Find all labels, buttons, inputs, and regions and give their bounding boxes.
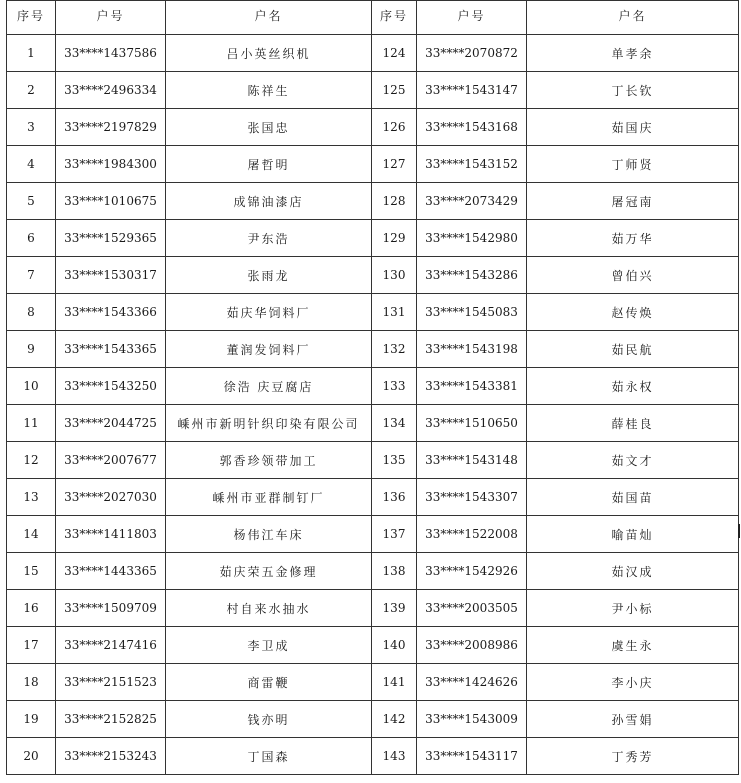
seq-right-cell: 141 [372,664,417,701]
hu-no-right-cell: 33****1543147 [417,72,527,109]
seq-left-cell: 11 [7,405,56,442]
table-row [7,627,739,664]
hu-name-left-cell: 成锦油漆店 [166,183,372,220]
table-row [7,590,739,627]
hu-name-right-cell: 丁师贤 [527,146,739,183]
hu-no-right-cell: 33****1542980 [417,220,527,257]
seq-right-cell: 133 [372,368,417,405]
page-edge-mark [738,524,740,538]
hu-name-left-cell: 茹庆荣五金修理 [166,553,372,590]
hu-name-left-cell: 李卫成 [166,627,372,664]
hu-no-left-cell: 33****2027030 [56,479,166,516]
seq-right-cell: 142 [372,701,417,738]
seq-right-cell: 136 [372,479,417,516]
seq-right-cell: 125 [372,72,417,109]
seq-left-cell: 7 [7,257,56,294]
hu-no-left-cell: 33****1543366 [56,294,166,331]
hu-name-right-cell: 曾伯兴 [527,257,739,294]
hu-name-right-cell: 茹汉成 [527,553,739,590]
hu-name-left-cell: 徐浩 庆豆腐店 [166,368,372,405]
hu-name-right-cell: 茹文才 [527,442,739,479]
seq-right-cell: 128 [372,183,417,220]
hu-name-right-cell: 薛桂良 [527,405,739,442]
seq-right-cell: 124 [372,35,417,72]
table-row [7,738,739,775]
header-hu-no-left: 户号 [56,1,166,35]
seq-left-cell: 9 [7,331,56,368]
table-row [7,442,739,479]
hu-no-right-cell: 33****1543198 [417,331,527,368]
hu-name-left-cell: 尹东浩 [166,220,372,257]
hu-name-right-cell: 茹国苗 [527,479,739,516]
table-row [7,72,739,109]
seq-right-cell: 134 [372,405,417,442]
table-row [7,368,739,405]
hu-name-right-cell: 喻苗灿 [527,516,739,553]
table-row [7,405,739,442]
table-row [7,220,739,257]
hu-no-right-cell: 33****1545083 [417,294,527,331]
seq-right-cell: 139 [372,590,417,627]
seq-right-cell: 131 [372,294,417,331]
hu-name-left-cell: 董润发饲料厂 [166,331,372,368]
hu-name-right-cell: 虞生永 [527,627,739,664]
hu-no-left-cell: 33****2197829 [56,109,166,146]
seq-left-cell: 13 [7,479,56,516]
seq-left-cell: 3 [7,109,56,146]
hu-name-left-cell: 张国忠 [166,109,372,146]
hu-name-right-cell: 赵传焕 [527,294,739,331]
hu-no-right-cell: 33****1542926 [417,553,527,590]
hu-no-right-cell: 33****1543168 [417,109,527,146]
seq-right-cell: 132 [372,331,417,368]
seq-left-cell: 2 [7,72,56,109]
header-seq-right: 序号 [372,1,417,35]
hu-no-left-cell: 33****1529365 [56,220,166,257]
header-hu-name-left: 户名 [166,1,372,35]
table-row [7,294,739,331]
seq-left-cell: 19 [7,701,56,738]
hu-name-right-cell: 屠冠南 [527,183,739,220]
seq-left-cell: 10 [7,368,56,405]
hu-no-right-cell: 33****1543148 [417,442,527,479]
hu-no-right-cell: 33****2070872 [417,35,527,72]
seq-left-cell: 4 [7,146,56,183]
seq-left-cell: 18 [7,664,56,701]
hu-name-right-cell: 尹小标 [527,590,739,627]
hu-name-right-cell: 茹国庆 [527,109,739,146]
hu-no-left-cell: 33****1530317 [56,257,166,294]
table-row [7,146,739,183]
hu-no-left-cell: 33****2147416 [56,627,166,664]
hu-name-left-cell: 茹庆华饲料厂 [166,294,372,331]
seq-left-cell: 6 [7,220,56,257]
table-row [7,109,739,146]
hu-no-right-cell: 33****1543009 [417,701,527,738]
hu-no-left-cell: 33****2044725 [56,405,166,442]
seq-right-cell: 140 [372,627,417,664]
hu-no-right-cell: 33****1510650 [417,405,527,442]
hu-name-left-cell: 嵊州市亚群制钉厂 [166,479,372,516]
table-row [7,516,739,553]
header-seq-left: 序号 [7,1,56,35]
hu-name-left-cell: 吕小英丝织机 [166,35,372,72]
seq-right-cell: 126 [372,109,417,146]
hu-no-right-cell: 33****1424626 [417,664,527,701]
hu-name-left-cell: 张雨龙 [166,257,372,294]
table-row [7,257,739,294]
hu-no-left-cell: 33****1010675 [56,183,166,220]
hu-no-left-cell: 33****2496334 [56,72,166,109]
hu-name-left-cell: 商雷鞭 [166,664,372,701]
hu-name-right-cell: 单孝余 [527,35,739,72]
hu-name-right-cell: 茹民航 [527,331,739,368]
hu-no-left-cell: 33****1411803 [56,516,166,553]
seq-right-cell: 137 [372,516,417,553]
table-row [7,35,739,72]
table-row [7,701,739,738]
hu-name-left-cell: 钱亦明 [166,701,372,738]
hu-no-right-cell: 33****1543286 [417,257,527,294]
header-hu-name-right: 户名 [527,1,739,35]
hu-name-right-cell: 丁长钦 [527,72,739,109]
seq-right-cell: 127 [372,146,417,183]
table-row [7,479,739,516]
hu-no-left-cell: 33****2007677 [56,442,166,479]
hu-no-right-cell: 33****1522008 [417,516,527,553]
seq-right-cell: 135 [372,442,417,479]
seq-right-cell: 138 [372,553,417,590]
seq-left-cell: 20 [7,738,56,775]
header-hu-no-right: 户号 [417,1,527,35]
seq-left-cell: 17 [7,627,56,664]
seq-left-cell: 1 [7,35,56,72]
seq-left-cell: 16 [7,590,56,627]
hu-no-left-cell: 33****1509709 [56,590,166,627]
hu-no-right-cell: 33****1543307 [417,479,527,516]
seq-left-cell: 15 [7,553,56,590]
header-row [7,1,739,35]
hu-no-left-cell: 33****1443365 [56,553,166,590]
hu-no-left-cell: 33****2153243 [56,738,166,775]
hu-name-left-cell: 屠哲明 [166,146,372,183]
hu-no-left-cell: 33****2152825 [56,701,166,738]
seq-left-cell: 8 [7,294,56,331]
roster-body [7,35,739,775]
hu-name-left-cell: 郭香珍领带加工 [166,442,372,479]
seq-left-cell: 14 [7,516,56,553]
hu-no-right-cell: 33****1543381 [417,368,527,405]
hu-no-right-cell: 33****2073429 [417,183,527,220]
hu-name-right-cell: 丁秀芳 [527,738,739,775]
table-row [7,553,739,590]
hu-name-left-cell: 嵊州市新明针织印染有限公司 [166,405,372,442]
household-roster-table [6,0,739,775]
hu-name-right-cell: 茹万华 [527,220,739,257]
hu-no-right-cell: 33****2008986 [417,627,527,664]
hu-name-left-cell: 杨伟江车床 [166,516,372,553]
table-row [7,331,739,368]
table-row [7,183,739,220]
hu-no-right-cell: 33****1543117 [417,738,527,775]
hu-no-left-cell: 33****1437586 [56,35,166,72]
hu-no-right-cell: 33****2003505 [417,590,527,627]
hu-no-left-cell: 33****1984300 [56,146,166,183]
hu-no-left-cell: 33****2151523 [56,664,166,701]
hu-name-left-cell: 丁国森 [166,738,372,775]
hu-no-left-cell: 33****1543250 [56,368,166,405]
hu-name-right-cell: 李小庆 [527,664,739,701]
seq-right-cell: 143 [372,738,417,775]
seq-left-cell: 12 [7,442,56,479]
hu-name-right-cell: 孙雪娟 [527,701,739,738]
hu-name-left-cell: 村自来水抽水 [166,590,372,627]
seq-right-cell: 129 [372,220,417,257]
hu-name-left-cell: 陈祥生 [166,72,372,109]
table-row [7,664,739,701]
seq-right-cell: 130 [372,257,417,294]
hu-no-left-cell: 33****1543365 [56,331,166,368]
seq-left-cell: 5 [7,183,56,220]
hu-name-right-cell: 茹永权 [527,368,739,405]
hu-no-right-cell: 33****1543152 [417,146,527,183]
